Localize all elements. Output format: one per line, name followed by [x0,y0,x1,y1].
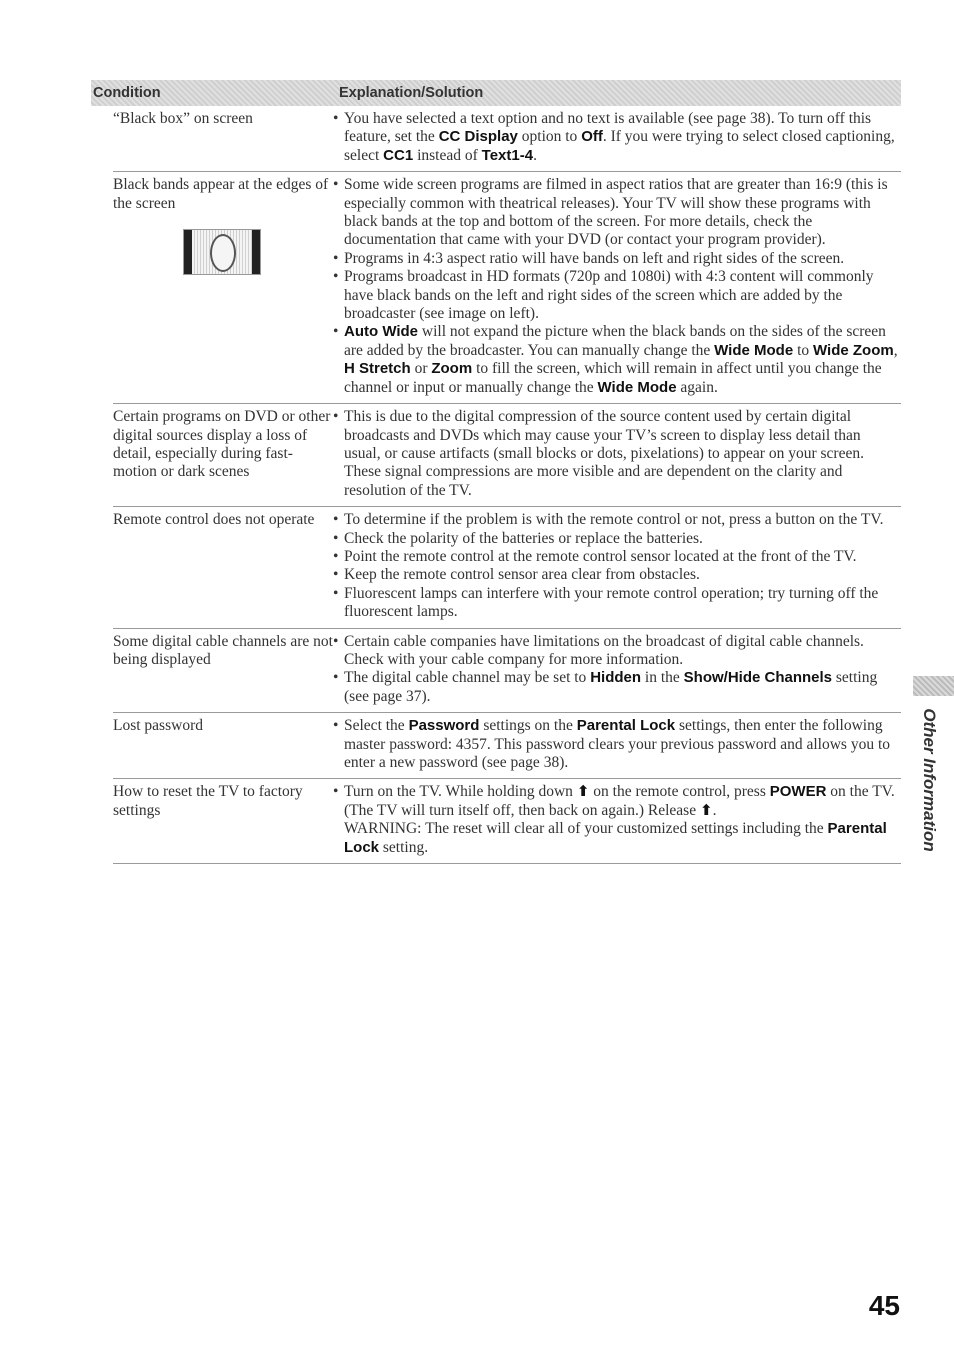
right-black-band [252,230,260,274]
explanation-bullet: • Programs in 4:3 aspect ratio will have bands on left and right sides of the screen. [333,250,901,268]
condition-text: “Black box” on screen [113,110,253,127]
condition-text: Black bands appear at the edges of the screen [113,176,329,212]
bold-term: Auto Wide [344,323,419,341]
header-condition: Condition [93,85,161,101]
table-row [113,779,901,864]
bold-term: Wide Mode [597,378,677,396]
explanation-bullet: • Certain cable companies have limitations on the broadcast of digital cable channels. Check with your cable company for more information. [333,633,901,670]
explanation-bullet: • This is due to the digital compression of the source content used by certain digital broadcasts and DVDs which may cause your TV’s screen to display less detail than usual, or cause artifacts (small blocks or dots, pixelations) to appear on your screen. These signal compressions are more visible and are dependent on the clarity and resolution of the TV. [333,408,901,500]
explanation-bullet: • Check the polarity of the batteries or replace the batteries. [333,530,901,548]
explanation-cell [333,783,901,857]
condition-cell [113,176,333,397]
bold-term: Password [408,717,480,735]
table-header [91,80,901,106]
explanation-bullet: • Some wide screen programs are filmed in aspect ratios that are greater than 16:9 (this is especially common with theatrical releases). Your TV will show these programs with black bands at the top and bottom of the screen. For more details, check the documentation that came with your DVD (or contact your program provider). [333,176,901,250]
troubleshooting-table [93,80,901,864]
explanation-bullet: • Fluorescent lamps can interfere with your remote control operation; try turning off the fluorescent lamps. [333,585,901,622]
condition-text: Remote control does not operate [113,511,315,529]
condition-cell [113,717,333,772]
explanation-cell [333,408,901,500]
explanation-bullet: • To determine if the problem is with the remote control or not, press a button on the TV. [333,511,901,529]
side-tab-marker [913,676,954,696]
table-row [113,629,901,714]
bold-term: CC Display [438,128,518,146]
bold-term: Off [581,128,603,146]
bold-term: Hidden [590,669,642,687]
bold-term: Parental Lock [576,717,676,735]
explanation-cell [333,110,901,165]
explanation-cell [333,633,901,707]
condition-cell [113,511,333,621]
left-black-band [184,230,192,274]
header-explanation: Explanation/Solution [339,85,484,101]
explanation-bullet: • Auto Wide will not expand the picture when the black bands on the sides of the screen are added by the broadcaster. You can manually change the Wide Mode to Wide Zoom, H Stretch or Zoom to fill the screen, which will remain in affect until you change the channel or input or manually change the Wide Mode again. [333,323,901,397]
explanation-cell [333,511,901,621]
condition-text: How to reset the TV to factory settings [113,783,303,819]
condition-text: Some digital cable channels are not being displayed [113,632,333,668]
table-row [113,404,901,507]
table-body [113,106,901,864]
bold-term: CC1 [383,146,414,164]
condition-cell [113,783,333,857]
bold-term: Wide Mode [714,341,794,359]
bold-term: ⬆ [699,801,713,819]
bold-term: ⬆ [576,783,590,801]
condition-cell [113,633,333,707]
page-number: 45 [868,1290,900,1321]
condition-text: Certain programs on DVD or other digital sources display a loss of detail, especially during fast-motion or dark scenes [113,408,331,481]
explanation-bullet: • Keep the remote control sensor area clear from obstacles. [333,566,901,584]
explanation-bullet: • The digital cable channel may be set to Hidden in the Show/Hide Channels setting (see page 37). [333,669,901,706]
picture-area [192,230,252,274]
table-row [113,106,901,172]
side-tab-label: Other Information [920,708,939,852]
explanation-bullet: • Programs broadcast in HD formats (720p and 1080i) with 4:3 content will commonly have black bands on the left and right sides of the screen which are added by the broadcaster (see image on left). [333,268,901,323]
bold-term: Wide Zoom [813,341,894,359]
condition-cell [113,110,333,165]
explanation-bullet: • Select the Password settings on the Parental Lock settings, then enter the following master password: 4357. This password clears your previous password and allows you to enter a new password (see page 38). [333,717,901,772]
table-row [113,507,901,628]
bold-term: Text1-4 [481,146,534,164]
table-row [113,172,901,404]
bold-term: H Stretch [344,360,411,378]
condition-cell [113,408,333,500]
explanation-cell [333,717,901,772]
bold-term: Zoom [431,360,473,378]
bold-term: Show/Hide Channels [683,669,833,687]
table-row [113,713,901,779]
explanation-bullet: • Point the remote control at the remote control sensor located at the front of the TV. [333,548,901,566]
pillarbox-illustration [183,229,261,275]
bold-term: POWER [769,783,827,801]
condition-text: Lost password [113,717,203,735]
explanation-cell [333,176,901,397]
explanation-bullet: • Turn on the TV. While holding down ⬆ on the remote control, press POWER on the TV. (The TV will turn itself off, then back on again.) Release ⬆. WARNING: The reset will clear all of your customized settings including the Parental Lock setting. [333,783,901,857]
explanation-bullet: • You have selected a text option and no text is available (see page 38). To turn off this feature, set the CC Display option to Off. If you were trying to select closed captioning, select CC1 instead of Text1-4. [333,110,901,165]
bold-term: Parental Lock [344,820,887,856]
